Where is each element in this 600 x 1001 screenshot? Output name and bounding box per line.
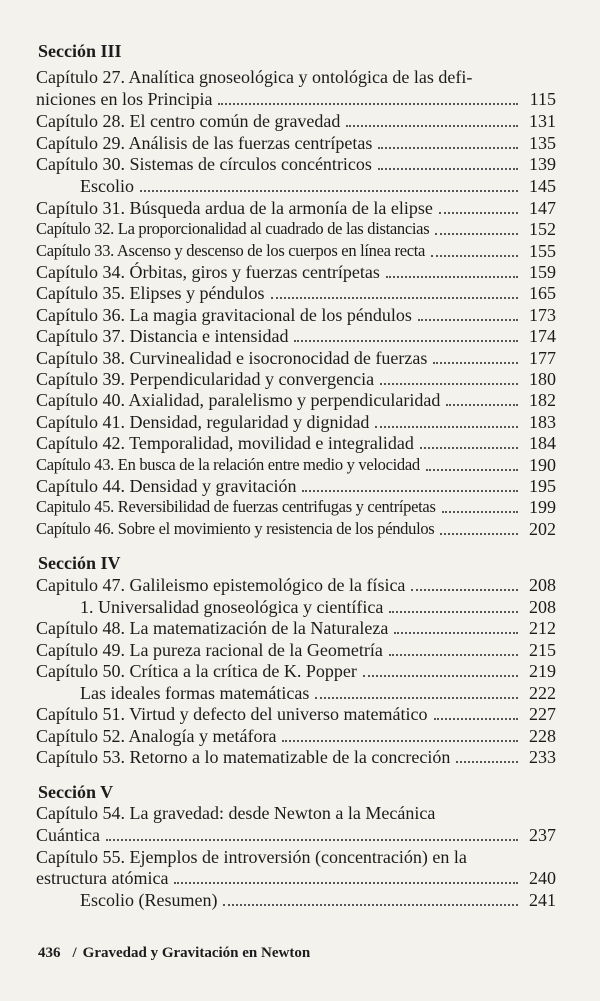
entry-title: Las ideales formas matemáticas	[80, 683, 310, 703]
entry-page-number: 155	[529, 241, 556, 261]
dot-leader	[375, 426, 518, 428]
toc-entry	[36, 596, 556, 618]
dot-leader	[346, 125, 518, 127]
dot-leader	[431, 255, 518, 257]
entry-page-number: 222	[529, 683, 556, 703]
entry-title: Capítulo 35. Elipses y péndulos	[36, 283, 265, 303]
toc-entry	[36, 153, 556, 175]
entry-page-number: 115	[529, 89, 556, 109]
section-heading: Sección III	[38, 41, 122, 61]
entry-page-number: 233	[529, 747, 556, 767]
entry-page-number: 240	[529, 868, 556, 888]
toc-entry	[36, 574, 556, 596]
dot-leader	[218, 103, 518, 105]
toc-entry	[36, 639, 556, 661]
entry-title: Capítulo 29. Análisis de las fuerzas centrípetas	[36, 133, 373, 153]
dot-leader	[389, 654, 518, 656]
entry-page-number: 212	[529, 618, 556, 638]
toc-entry	[36, 725, 556, 747]
toc-entry	[36, 347, 556, 369]
dot-leader	[411, 589, 518, 591]
entry-title: Capítulo 32. La proporcionalidad al cuadrado de las distancias	[36, 219, 430, 238]
dot-leader	[420, 447, 518, 449]
toc-entry	[36, 432, 556, 454]
entry-title: Capítulo 50. Crítica a la crítica de K. Popper	[36, 661, 357, 681]
toc-entry	[36, 746, 556, 768]
dot-leader	[363, 675, 518, 677]
footer-page-number: 436	[38, 945, 61, 961]
toc-entry	[36, 132, 556, 154]
entry-title: Capítulo 48. La matematización de la Naturaleza	[36, 618, 389, 638]
page-footer	[38, 945, 310, 962]
entry-page-number: 135	[529, 133, 556, 153]
entry-page-number: 237	[529, 825, 556, 845]
entry-title: Capítulo 41. Densidad, regularidad y dignidad	[36, 412, 370, 432]
dot-leader	[378, 168, 518, 170]
entry-title: Capítulo 37. Distancia e intensidad	[36, 326, 289, 346]
dot-leader	[294, 340, 518, 342]
dot-leader	[174, 882, 518, 884]
entry-page-number: 208	[529, 597, 556, 617]
entry-title: Capítulo 51. Virtud y defecto del universo matemático	[36, 704, 428, 724]
entry-page-number: 180	[529, 369, 556, 389]
entry-title: Capitulo 45. Reversibilidad de fuerzas centrifugas y centrípetas	[36, 497, 436, 516]
dot-leader	[106, 839, 518, 841]
dot-leader	[378, 147, 518, 149]
dot-leader	[434, 718, 519, 720]
entry-title: Capítulo 31. Búsqueda ardua de la armonía de la elipse	[36, 198, 433, 218]
entry-page-number: 241	[529, 890, 556, 910]
toc-entry	[36, 518, 556, 540]
entry-title: Escolio	[80, 176, 134, 196]
entry-title: Capítulo 53. Retorno a lo matematizable de la concreción	[36, 747, 451, 767]
dot-leader	[271, 297, 519, 299]
entry-title: niciones en los Principia	[36, 89, 213, 109]
toc-entry	[36, 617, 556, 639]
toc-entry	[36, 496, 556, 518]
entry-title: Capítulo 34. Órbitas, giros y fuerzas centrípetas	[36, 262, 380, 282]
dot-leader	[380, 383, 518, 385]
entry-title: Capítulo 30. Sistemas de círculos concéntricos	[36, 154, 372, 174]
toc-entry-first-line: Capítulo 54. La gravedad: desde Newton a la Mecánica	[36, 803, 436, 823]
dot-leader	[440, 533, 518, 535]
entry-page-number: 165	[529, 283, 556, 303]
footer-book-title: Gravedad y Gravitación en Newton	[82, 945, 311, 961]
entry-title: Capítulo 40. Axialidad, paralelismo y perpendicularidad	[36, 390, 441, 410]
dot-leader	[418, 319, 518, 321]
entry-page-number: 215	[529, 640, 556, 660]
dot-leader	[386, 276, 518, 278]
entry-page-number: 145	[529, 176, 556, 196]
toc-entry	[36, 867, 556, 889]
toc-entry	[36, 660, 556, 682]
entry-page-number: 190	[529, 455, 556, 475]
toc-entry	[36, 454, 556, 476]
entry-title: Capítulo 42. Temporalidad, movilidad e integralidad	[36, 433, 414, 453]
section-heading: Sección V	[38, 782, 114, 802]
dot-leader	[426, 469, 518, 471]
toc-entry	[36, 304, 556, 326]
toc-entry-first-line: Capítulo 55. Ejemplos de introversión (concentración) en la	[36, 847, 467, 867]
entry-page-number: 174	[529, 326, 556, 346]
toc-entry	[36, 197, 556, 219]
entry-page-number: 173	[529, 305, 556, 325]
entry-page-number: 131	[529, 111, 556, 131]
entry-page-number: 227	[529, 704, 556, 724]
toc-entry	[36, 703, 556, 725]
entry-title: Capítulo 49. La pureza racional de la Geometría	[36, 640, 383, 660]
entry-page-number: 177	[529, 348, 556, 368]
entry-title: Cuántica	[36, 825, 100, 845]
toc-entry	[36, 261, 556, 283]
toc-entry	[36, 218, 556, 240]
dot-leader	[433, 362, 518, 364]
dot-leader	[456, 761, 518, 763]
toc-entry	[36, 175, 556, 197]
toc-entry	[36, 282, 556, 304]
entry-page-number: 139	[529, 154, 556, 174]
dot-leader	[394, 632, 518, 634]
entry-page-number: 182	[529, 390, 556, 410]
dot-leader	[446, 404, 518, 406]
entry-title: Capítulo 33. Ascenso y descenso de los cuerpos en línea recta	[36, 241, 426, 260]
entry-title: Escolio (Resumen)	[80, 890, 218, 910]
dot-leader	[435, 233, 518, 235]
entry-title: Capítulo 44. Densidad y gravitación	[36, 476, 297, 496]
dot-leader	[442, 511, 518, 513]
entry-title: Capítulo 43. En busca de la relación entre medio y velocidad	[36, 455, 420, 474]
entry-page-number: 147	[529, 198, 556, 218]
section-heading: Sección IV	[38, 553, 121, 573]
entry-page-number: 202	[529, 519, 556, 539]
toc-entry	[36, 110, 556, 132]
dot-leader	[282, 740, 518, 742]
entry-page-number: 195	[529, 476, 556, 496]
toc-entry	[36, 240, 556, 262]
dot-leader	[140, 190, 518, 192]
entry-page-number: 184	[529, 433, 556, 453]
entry-page-number: 152	[529, 219, 556, 239]
entry-title: Capítulo 52. Analogía y metáfora	[36, 726, 277, 746]
entry-title: Capítulo 36. La magia gravitacional de los péndulos	[36, 305, 412, 325]
dot-leader	[389, 611, 518, 613]
entry-page-number: 219	[529, 661, 556, 681]
entry-title: Capitulo 47. Galileismo epistemológico de la física	[36, 575, 406, 595]
toc-entry	[36, 368, 556, 390]
toc-entry-first-line: Capítulo 27. Analítica gnoseológica y ontológica de las defi-	[36, 67, 473, 87]
toc-entry	[36, 389, 556, 411]
toc-entry	[36, 325, 556, 347]
toc-entry	[36, 682, 556, 704]
dot-leader	[302, 490, 518, 492]
entry-title: estructura atómica	[36, 868, 169, 888]
toc-entry	[36, 88, 556, 110]
toc-entry	[36, 475, 556, 497]
entry-page-number: 183	[529, 412, 556, 432]
dot-leader	[223, 904, 518, 906]
entry-page-number: 199	[529, 497, 556, 517]
footer-separator: /	[72, 945, 77, 961]
dot-leader	[439, 212, 518, 214]
toc-entry	[36, 889, 556, 911]
entry-title: Capítulo 38. Curvinealidad e isocronocidad de fuerzas	[36, 348, 428, 368]
entry-title: Capítulo 39. Perpendicularidad y convergencia	[36, 369, 375, 389]
toc-entry	[36, 411, 556, 433]
entry-title: 1. Universalidad gnoseológica y científica	[80, 597, 384, 617]
entry-page-number: 228	[529, 726, 556, 746]
entry-title: Capítulo 46. Sobre el movimiento y resistencia de los péndulos	[36, 519, 435, 538]
dot-leader	[315, 697, 518, 699]
toc-entry	[36, 824, 556, 846]
entry-page-number: 208	[529, 575, 556, 595]
entry-title: Capítulo 28. El centro común de gravedad	[36, 111, 341, 131]
entry-page-number: 159	[529, 262, 556, 282]
